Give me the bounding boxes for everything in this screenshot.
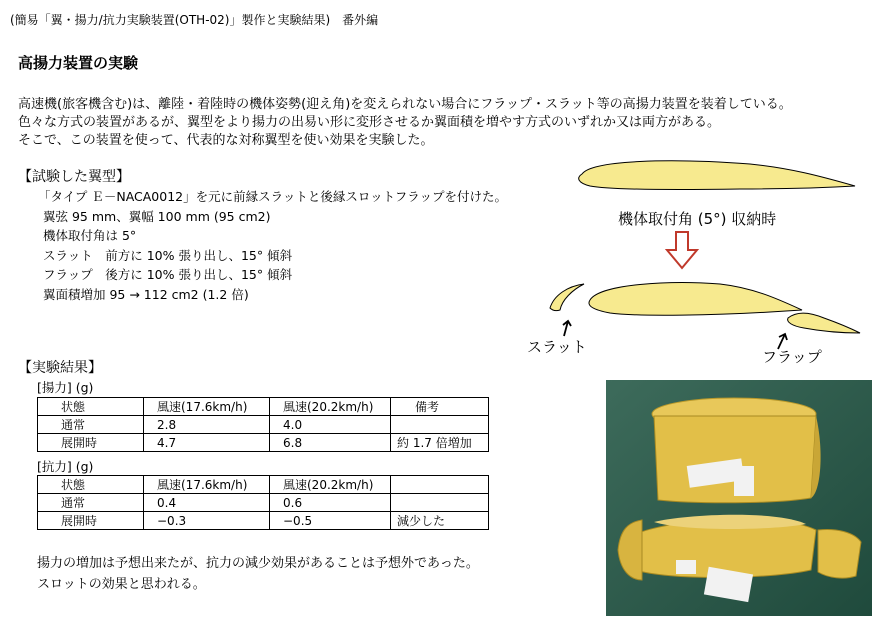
table-cell: 状態 <box>38 476 144 494</box>
table-cell: 備考 <box>391 398 489 416</box>
table-cell: 通常 <box>38 494 144 512</box>
wing-section-heading: 【試験した翼型】 <box>18 169 130 185</box>
table-cell: 状態 <box>38 398 144 416</box>
stowed-label: 機体取付角 (5°) 収納時 <box>618 210 777 228</box>
results-heading: 【実験結果】 <box>18 360 102 376</box>
table-cell: 4.0 <box>270 416 391 434</box>
intro-line: 色々な方式の装置があるが、翼型をより揚力の出易い形に変形させるか翼面積を増やす方式のいずれか又は両方がある。 <box>18 115 721 130</box>
table-cell <box>391 416 489 434</box>
spec-line: 機体取付角は 5° <box>43 228 137 243</box>
page-title: 高揚力装置の実験 <box>18 54 139 72</box>
table-row <box>38 434 489 452</box>
table-header-row <box>38 398 489 416</box>
table-row <box>38 512 489 530</box>
intro-paragraph <box>18 96 792 150</box>
lift-caption: [揚力] (g) <box>37 380 94 395</box>
spec-line: 「タイプ Ｅ－NACA0012」を元に前縁スラットと後縁スロットフラップを付けた。 <box>38 189 507 204</box>
table-cell: 風速(17.6km/h) <box>144 398 270 416</box>
spec-line: フラップ 後方に 10% 張り出し、15° 傾斜 <box>43 267 293 282</box>
table-cell: 6.8 <box>270 434 391 452</box>
table-cell <box>391 476 489 494</box>
conclusion-line: スロットの効果と思われる。 <box>37 577 206 592</box>
table-cell: 通常 <box>38 416 144 434</box>
conclusion <box>37 553 479 595</box>
table-cell: −0.5 <box>270 512 391 530</box>
flap-shape <box>788 313 860 333</box>
slat-shape <box>550 284 584 311</box>
table-row <box>38 416 489 434</box>
table-cell: −0.3 <box>144 512 270 530</box>
model-photo-illustration <box>606 380 872 616</box>
table-cell: 風速(20.2km/h) <box>270 398 391 416</box>
intro-line: 高速機(旅客機含む)は、離陸・着陸時の機体姿勢(迎え角)を変えられない場合にフラップ・スラット等の高揚力装置を装着している。 <box>18 97 792 112</box>
table-header-row <box>38 476 489 494</box>
table-cell: 風速(20.2km/h) <box>270 476 391 494</box>
wing-spec-list <box>38 187 507 304</box>
table-cell <box>391 494 489 512</box>
table-cell: 2.8 <box>144 416 270 434</box>
deployed-main-wing <box>589 283 802 316</box>
drag-caption: [抗力] (g) <box>37 459 94 474</box>
conclusion-line: 揚力の増加は予想出来たが、抗力の減少効果があることは予想外であった。 <box>37 556 479 571</box>
drag-table <box>37 475 489 530</box>
slat-pointer-arrow <box>563 321 571 336</box>
stowed-airfoil <box>579 161 855 190</box>
spec-line: 翼面積増加 95 → 112 cm2 (1.2 倍) <box>43 286 249 302</box>
table-cell: 約 1.7 倍増加 <box>391 434 489 452</box>
intro-line: そこで、この装置を使って、代表的な対称翼型を使い効果を実験した。 <box>18 133 434 148</box>
lift-table <box>37 397 489 452</box>
table-cell: 0.4 <box>144 494 270 512</box>
flap-label: フラップ <box>762 348 822 366</box>
spec-line: スラット 前方に 10% 張り出し、15° 傾斜 <box>43 247 293 263</box>
table-cell: 0.6 <box>270 494 391 512</box>
table-cell: 減少した <box>391 512 489 530</box>
document-header: (簡易「翼・揚力/抗力実験装置(OTH-02)」製作と実験結果) 番外編 <box>10 13 379 27</box>
table-cell: 4.7 <box>144 434 270 452</box>
spec-line: 翼弦 95 mm、翼幅 100 mm (95 cm2) <box>43 208 271 224</box>
slat-label: スラット <box>527 338 587 356</box>
down-arrow-icon <box>667 232 697 268</box>
model-photo <box>606 380 872 616</box>
table-cell: 風速(17.6km/h) <box>144 476 270 494</box>
table-cell: 展開時 <box>38 434 144 452</box>
table-row <box>38 494 489 512</box>
table-cell: 展開時 <box>38 512 144 530</box>
